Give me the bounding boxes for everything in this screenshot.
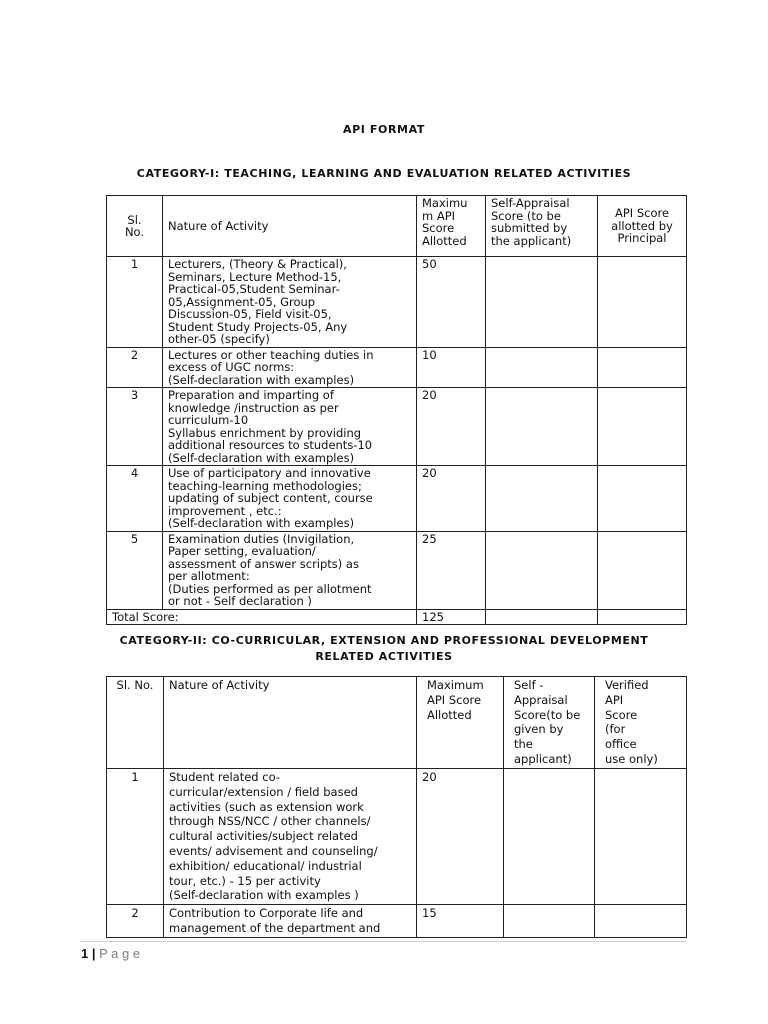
row-number: 2 (107, 905, 164, 938)
self-appraisal-cell[interactable] (486, 257, 598, 348)
row-max-score: 10 (417, 347, 486, 388)
row-activity: Use of participatory and innovative teaching-learning methodologies; updating of subject content, course improvement , etc.: (Self-declaration with examples) (163, 466, 417, 532)
page-footer (81, 946, 140, 961)
row-number: 4 (107, 466, 163, 532)
row-activity: Lecturers, (Theory & Practical), Seminars, Lecture Method-15, Practical-05,Student Seminar- 05,Assignment-05, Group Discussion-05, Field visit-05, Student Study Projects-05, Any other-05 (specify) (163, 257, 417, 348)
header-sl-no: Sl. No. (107, 196, 163, 257)
row-max-score: 20 (417, 388, 486, 466)
row-activity: Examination duties (Invigilation, Paper setting, evaluation/ assessment of answer scripts) as per allotment: (Duties performed as per allotment or not - Self declaration ) (163, 531, 417, 609)
header-max-api-score: Maximu m API Score Allotted (417, 196, 486, 257)
self-appraisal-cell[interactable] (486, 347, 598, 388)
footer-separator: | (91, 946, 96, 961)
category-2-table (106, 676, 687, 938)
table-header-row (107, 196, 687, 257)
table-row (107, 347, 687, 388)
row-number: 3 (107, 388, 163, 466)
page-number: 1 (81, 946, 89, 961)
principal-score-cell[interactable] (598, 347, 687, 388)
table-header-row (107, 677, 687, 769)
total-principal-cell[interactable] (598, 609, 687, 625)
header-nature-of-activity: Nature of Activity (163, 196, 417, 257)
document-title: API FORMAT (343, 123, 425, 136)
row-max-score: 20 (417, 769, 504, 905)
row-max-score: 15 (417, 905, 504, 938)
row-max-score: 20 (417, 466, 486, 532)
header-max-api-score: Maximum API Score Allotted (417, 677, 504, 769)
table-row (107, 905, 687, 938)
header-self-appraisal-score: Self-Appraisal Score (to be submitted by the applicant) (486, 196, 598, 257)
row-activity: Lectures or other teaching duties in excess of UGC norms: (Self-declaration with examples) (163, 347, 417, 388)
row-number: 2 (107, 347, 163, 388)
row-number: 1 (107, 257, 163, 348)
self-appraisal-cell[interactable] (486, 388, 598, 466)
header-self-appraisal-score: Self - Appraisal Score(to be given by the applicant) (504, 677, 595, 769)
category-1-table (106, 195, 687, 625)
principal-score-cell[interactable] (598, 388, 687, 466)
total-row (107, 609, 687, 625)
self-appraisal-cell[interactable] (486, 531, 598, 609)
category-2-heading-line1: CATEGORY-II: CO-CURRICULAR, EXTENSION AND PROFESSIONAL DEVELOPMENT (119, 634, 649, 647)
row-max-score: 25 (417, 531, 486, 609)
header-sl-no: Sl. No. (107, 677, 164, 769)
principal-score-cell[interactable] (598, 257, 687, 348)
row-max-score: 50 (417, 257, 486, 348)
row-number: 5 (107, 531, 163, 609)
table-row (107, 531, 687, 609)
category-1-heading: CATEGORY-I: TEACHING, LEARNING AND EVALUATION RELATED ACTIVITIES (136, 167, 632, 180)
total-value: 125 (417, 609, 486, 625)
principal-score-cell[interactable] (598, 466, 687, 532)
table-row (107, 466, 687, 532)
category-2-heading-line2: RELATED ACTIVITIES (315, 650, 453, 663)
verified-score-cell[interactable] (595, 905, 687, 938)
self-appraisal-cell[interactable] (504, 905, 595, 938)
total-self-appraisal-cell[interactable] (486, 609, 598, 625)
header-principal-score: API Score allotted by Principal (598, 196, 687, 257)
self-appraisal-cell[interactable] (486, 466, 598, 532)
footer-divider (80, 941, 686, 942)
verified-score-cell[interactable] (595, 769, 687, 905)
principal-score-cell[interactable] (598, 531, 687, 609)
row-number: 1 (107, 769, 164, 905)
header-nature-of-activity: Nature of Activity (164, 677, 417, 769)
table-row (107, 388, 687, 466)
page-label: P a g e (99, 946, 141, 961)
row-activity: Contribution to Corporate life and management of the department and (164, 905, 417, 938)
table-row (107, 769, 687, 905)
total-label: Total Score: (107, 609, 417, 625)
row-activity: Student related co- curricular/extension / field based activities (such as extension work through NSS/NCC / other channels/ cultural activities/subject related events/ advisement and counseling/ exhibition/ educational/ industrial tour, etc.) - 15 per activity (Self-declaration with examples ) (164, 769, 417, 905)
header-verified-api-score: Verified API Score (for office use only) (595, 677, 687, 769)
self-appraisal-cell[interactable] (504, 769, 595, 905)
row-activity: Preparation and imparting of knowledge /instruction as per curriculum-10 Syllabus enrichment by providing additional resources to students-10 (Self-declaration with examples) (163, 388, 417, 466)
table-row (107, 257, 687, 348)
